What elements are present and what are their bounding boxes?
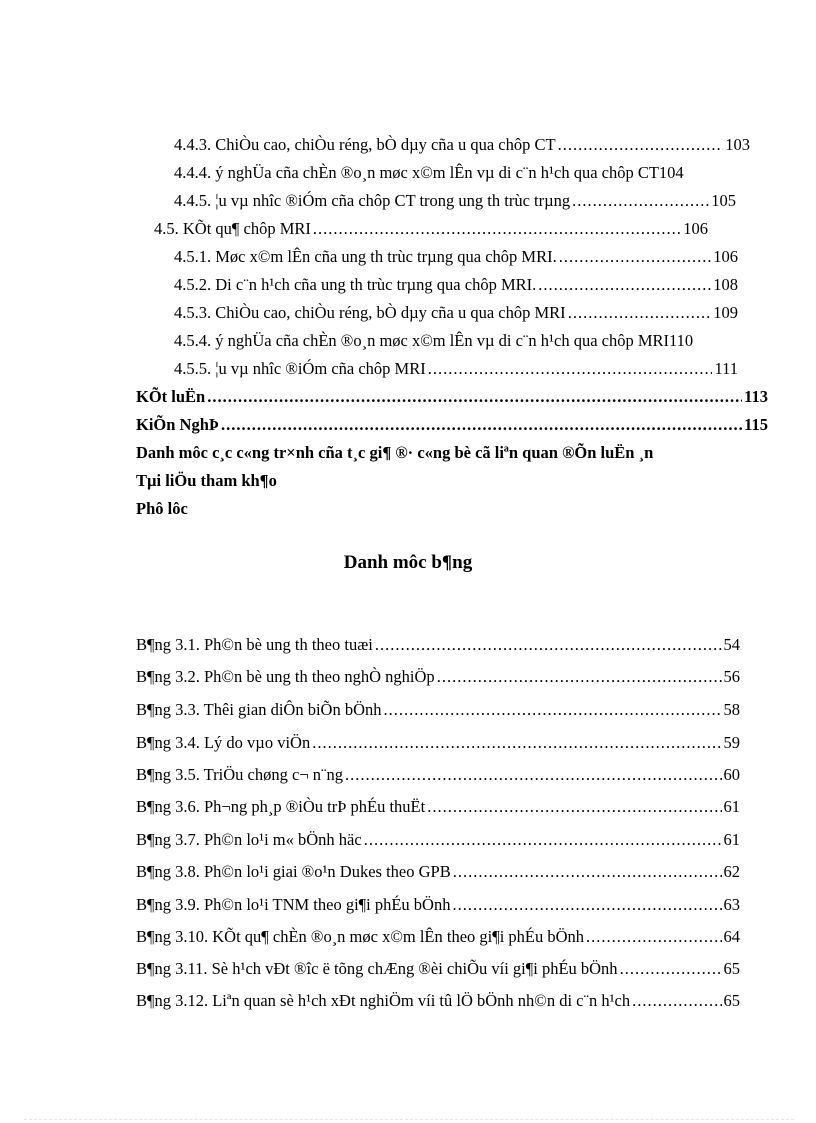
toc-entry-title: 4.4.4. ý nghÜa cña chÈn ®o¸n møc x©m lÊn vµ di c¨n h¹ch qua chôp CT [174,163,659,182]
toc-entry-4-5-4 [174,331,750,351]
toc-entry-page: 103 [725,135,750,154]
toc-entry-page: 104 [658,163,684,182]
table-entry-page: 54 [723,635,740,654]
table-entry-title: B¶ng 3.9. Ph©n lo¹i TNM theo gi¶i phÉu bÖnh [136,895,451,914]
toc-entry-page: 108 [713,275,738,294]
toc-entry-page: 105 [711,191,736,210]
toc-entry-4-5-1 [174,247,738,267]
toc-entry-4-5-5 [174,359,738,379]
table-entry-page: 64 [723,927,740,946]
table-entry-title: B¶ng 3.8. Ph©n lo¹i giai ®o¹n Dukes theo GPB [136,862,451,881]
list-of-tables-heading: Danh môc b¶ng [343,552,473,573]
toc-entry-kien-nghi [136,415,768,435]
table-entry-title: B¶ng 3.10. KÕt qu¶ chÈn ®o¸n møc x©m lÊn theo gi¶i phÉu bÖnh [136,927,585,946]
toc-entry-4-4-5 [174,191,736,211]
table-entry-page: 65 [723,959,740,978]
table-entry-page: 62 [723,862,740,881]
table-entry-3-9 [136,895,740,915]
toc-entry-page: 110 [669,331,694,350]
toc-entry-page: 113 [744,387,768,406]
table-entry-page: 61 [723,797,740,816]
table-entry-3-5 [136,765,740,785]
toc-entry-title: 4.4.5. ¦u vµ nhîc ®iÓm cña chôp CT trong ung th trùc trµng [174,191,571,210]
table-entry-page: 65 [723,991,740,1010]
table-entry-title: B¶ng 3.7. Ph©n lo¹i m« bÖnh häc [136,830,362,849]
table-entry-3-4 [136,733,740,753]
toc-entry-4-5 [154,219,708,239]
table-entry-page: 61 [723,830,740,849]
toc-entry-page: 109 [713,303,738,322]
table-entry-title: B¶ng 3.6. Ph¬ng ph¸p ®iÒu trÞ phÉu thuËt [136,797,426,816]
toc-entry-4-4-3 [174,135,750,155]
table-entry-title: B¶ng 3.1. Ph©n bè ung th theo tuæi [136,635,373,654]
toc-entry-title: 4.5.1. Møc x©m lÊn cña ung th trùc trµng qua chôp MRI. [174,247,557,266]
toc-entry-page: 106 [713,247,738,266]
toc-entry-title: 4.5.4. ý nghÜa cña chÈn ®o¸n møc x©m lÊn vµ di c¨n h¹ch qua chôp MRI [174,331,670,350]
table-entry-3-8 [136,862,740,882]
toc-entry-title: 4.5.3. ChiÒu cao, chiÒu réng, bÒ dµy cña u qua chôp MRI [174,303,566,322]
toc-entry-appendix: Phô lôc [136,499,188,518]
toc-entry-ket-luan [136,387,768,407]
toc-entry-4-4-4 [174,163,750,183]
toc-entry-title: KiÕn NghÞ [136,415,219,434]
table-entry-3-10 [136,927,740,947]
toc-entry-4-5-3 [174,303,738,323]
table-entry-title: B¶ng 3.11. Sè h¹ch vÐt ®îc ë tõng chÆng ®èi chiÕu víi gi¶i phÉu bÖnh [136,959,618,978]
toc-entry-references: Tµi liÖu tham kh¶o [136,471,277,490]
table-entry-title: B¶ng 3.2. Ph©n bè ung th theo nghÒ nghiÖp [136,667,435,686]
table-entry-page: 60 [723,765,740,784]
toc-entry-title: 4.5.2. Di c¨n h¹ch cña ung th trùc trµng qua chôp MRI. [174,275,537,294]
table-entry-page: 63 [723,895,740,914]
table-entry-3-6 [136,797,740,817]
table-entry-3-7 [136,830,740,850]
table-entry-3-12 [136,991,740,1011]
toc-entry-publications: Danh môc c¸c c«ng tr×nh cña t¸c gi¶ ®· c«ng bè cã liªn quan ®Õn luËn ¸n [136,443,654,462]
toc-entry-page: 115 [744,415,768,434]
table-entry-3-1 [136,635,740,655]
toc-entry-4-5-2 [174,275,738,295]
toc-entry-title: 4.4.3. ChiÒu cao, chiÒu réng, bÒ dµy cña u qua chôp CT [174,135,556,154]
toc-entry-title: 4.5. KÕt qu¶ chôp MRI [154,219,311,238]
table-entry-3-11 [136,959,740,979]
table-entry-page: 56 [723,667,740,686]
table-entry-title: B¶ng 3.3. Thêi gian diÔn biÕn bÖnh [136,700,382,719]
table-entry-title: B¶ng 3.12. Liªn quan sè h¹ch xÐt nghiÖm víi tû lÖ bÖnh nh©n di c¨n h¹ch [136,991,631,1010]
table-entry-3-3 [136,700,740,720]
toc-entry-title: KÕt luËn [136,387,206,406]
table-entry-title: B¶ng 3.5. TriÖu chøng c¬ n¨ng [136,765,343,784]
toc-entry-title: 4.5.5. ¦u vµ nhîc ®iÓm cña chôp MRI [174,359,426,378]
toc-entry-page: 106 [683,219,708,238]
table-entry-page: 59 [723,733,740,752]
table-entry-title: B¶ng 3.4. Lý do vµo viÖn [136,733,311,752]
page-bottom-rule [24,1119,794,1120]
table-entry-page: 58 [723,700,740,719]
toc-entry-page: 111 [714,359,738,378]
table-entry-3-2 [136,667,740,687]
